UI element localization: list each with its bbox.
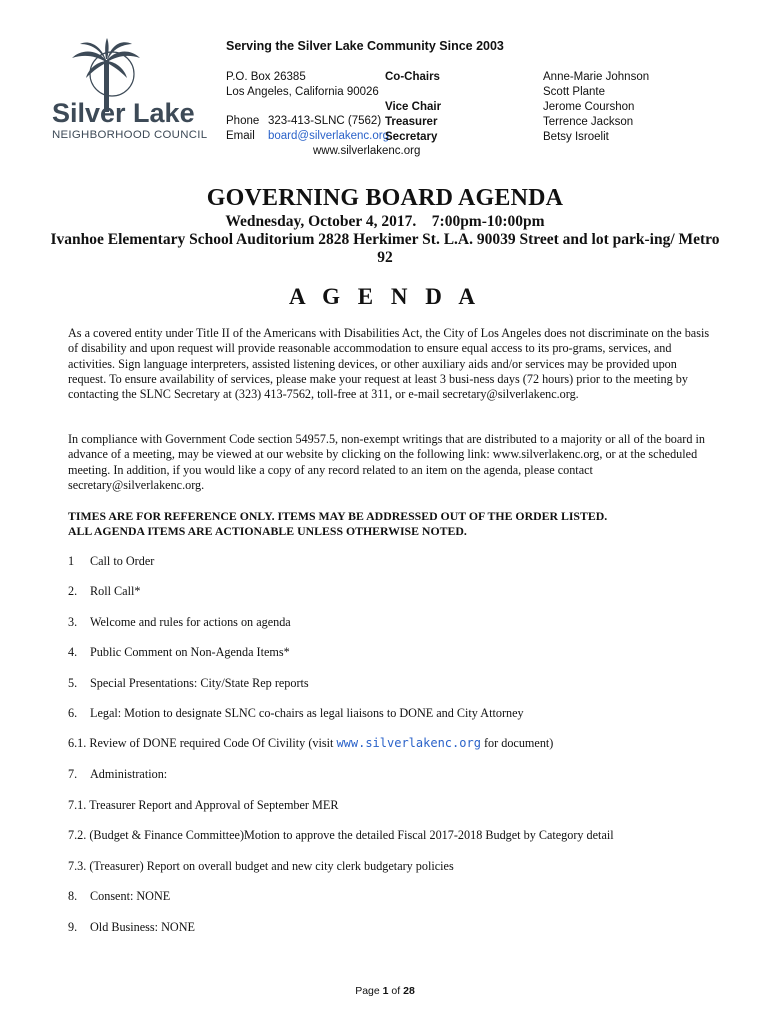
agenda-item-text-after: for document) (483, 736, 554, 750)
meeting-date-time: Wednesday, October 4, 2017. 7:00pm-10:00pm (225, 213, 545, 230)
government-code-notice: In compliance with Government Code section 54957.5, non-exempt writings that are distributed to a majority or all of the board in advance of a meeting, may be viewed at our website by clicking on the following link: www.silverlakenc.org, or at the scheduled meeting. In addition, if you would like a copy of any record related to an item on the agenda, please contact secretary@silverlakenc.org. (68, 432, 705, 492)
board-name: Scott Plante (543, 86, 606, 98)
agenda-item-text: Special Presentations: City/State Rep reports (90, 676, 309, 690)
page-number (0, 985, 770, 997)
agenda-item-number: 6. (68, 706, 78, 720)
agenda-item-number: 3. (68, 615, 78, 629)
role-secretary: Secretary (385, 131, 438, 143)
agenda-item (68, 584, 140, 599)
current-page: 1 (382, 985, 389, 997)
agenda-item-text: (Budget & Finance Committee)Motion to approve the detailed Fiscal 2017-2018 Budget by Category detail (89, 828, 614, 842)
agenda-item-text: Consent: NONE (90, 889, 171, 903)
agenda-item-text: Public Comment on Non-Agenda Items* (90, 645, 290, 659)
logo-subtitle: NEIGHBORHOOD COUNCIL (52, 129, 208, 141)
address-line-2: Los Angeles, California 90026 (226, 86, 379, 98)
agenda-item-number: 6.1. (68, 736, 87, 750)
mailing-address (226, 70, 379, 100)
agenda-item (68, 889, 170, 904)
meeting-location: Ivanhoe Elementary School Auditorium 2828 Herkimer St. L.A. 90039 Street and lot park-ing/ Metro 92 (50, 231, 720, 266)
agenda-item-text: Old Business: NONE (90, 920, 195, 934)
page-prefix: Page (355, 985, 380, 997)
role-treasurer: Treasurer (385, 116, 438, 128)
role-vice-chair: Vice Chair (385, 101, 442, 113)
total-pages: 28 (403, 985, 415, 997)
header-tagline: Serving the Silver Lake Community Since 2003 (226, 39, 504, 53)
phone-number: 323-413-SLNC (7562) (268, 115, 382, 127)
agenda-item-number: 1 (68, 554, 75, 568)
website-link[interactable]: www.silverlakenc.org (313, 145, 421, 157)
agenda-item (68, 736, 553, 751)
agenda-item-text: Call to Order (90, 554, 155, 568)
logo-title: Silver Lake (52, 98, 195, 128)
agenda-item-text: Review of DONE required Code Of Civility (visit (89, 736, 334, 750)
board-name: Anne-Marie Johnson (543, 71, 650, 83)
agenda-item (68, 645, 290, 660)
page-title: GOVERNING BOARD AGENDA (206, 185, 564, 211)
agenda-item (68, 554, 154, 569)
role-cochairs: Co-Chairs (385, 71, 440, 83)
board-name: Betsy Isroelit (543, 131, 609, 143)
order-notice (68, 509, 716, 540)
website-link[interactable]: www.silverlakenc.org (336, 736, 481, 750)
email-link[interactable]: board@silverlakenc.org (268, 130, 389, 142)
agenda-item-text: Welcome and rules for actions on agenda (90, 615, 291, 629)
agenda-item (68, 676, 309, 691)
contact-info (226, 114, 389, 144)
order-notice-line-2: ALL AGENDA ITEMS ARE ACTIONABLE UNLESS OTHERWISE NOTED. (68, 524, 467, 539)
agenda-item-text: Roll Call* (90, 584, 141, 598)
agenda-item-number: 7. (68, 767, 78, 781)
agenda-item (68, 706, 524, 721)
agenda-item-text: Legal: Motion to designate SLNC co-chairs as legal liaisons to DONE and City Attorney (90, 706, 524, 720)
agenda-item-text: (Treasurer) Report on overall budget and new city clerk budgetary policies (89, 859, 454, 873)
silver-lake-nc-logo (50, 38, 210, 148)
agenda-item (68, 859, 454, 874)
address-line-1: P.O. Box 26385 (226, 71, 306, 83)
board-roles (385, 70, 441, 145)
agenda-item-text: Treasurer Report and Approval of September MER (89, 798, 339, 812)
agenda-item-number: 2. (68, 584, 78, 598)
agenda-item (68, 920, 195, 935)
agenda-item-number: 8. (68, 889, 78, 903)
agenda-item-number: 5. (68, 676, 78, 690)
agenda-item (68, 798, 338, 813)
agenda-item-number: 7.2. (68, 828, 87, 842)
ada-notice: As a covered entity under Title II of the Americans with Disabilities Act, the City of Los Angeles does not discriminate on the basis of disability and upon request will provide reasonable accommodation to ensure equal access to its pro-grams, services, and activities. Sign language interpreters, assisted listening devices, or other auxiliary aids and/or services may be provided upon request. To ensure availability of services, please make your request at least 3 busi-ness days (72 hours) prior to the meeting by contacting the SLNC Secretary at (323) 413-7562, toll-free at 311, or e-mail secretary@silverlakenc.org. (68, 326, 710, 402)
agenda-item (68, 615, 291, 630)
phone-label: Phone (226, 115, 260, 127)
agenda-heading: A G E N D A (289, 284, 481, 309)
agenda-item (68, 828, 614, 843)
agenda-item (68, 767, 167, 782)
board-name: Terrence Jackson (543, 116, 634, 128)
page-of: of (391, 985, 401, 997)
email-label: Email (226, 130, 255, 142)
order-notice-line-1: TIMES ARE FOR REFERENCE ONLY. ITEMS MAY BE ADDRESSED OUT OF THE ORDER LISTED. (68, 509, 608, 523)
board-name: Jerome Courshon (543, 101, 635, 113)
agenda-item-number: 9. (68, 920, 78, 934)
agenda-item-text: Administration: (90, 767, 168, 781)
board-names (543, 70, 649, 145)
agenda-item-number: 7.1. (68, 798, 87, 812)
agenda-item-number: 7.3. (68, 859, 87, 873)
agenda-item-number: 4. (68, 645, 78, 659)
